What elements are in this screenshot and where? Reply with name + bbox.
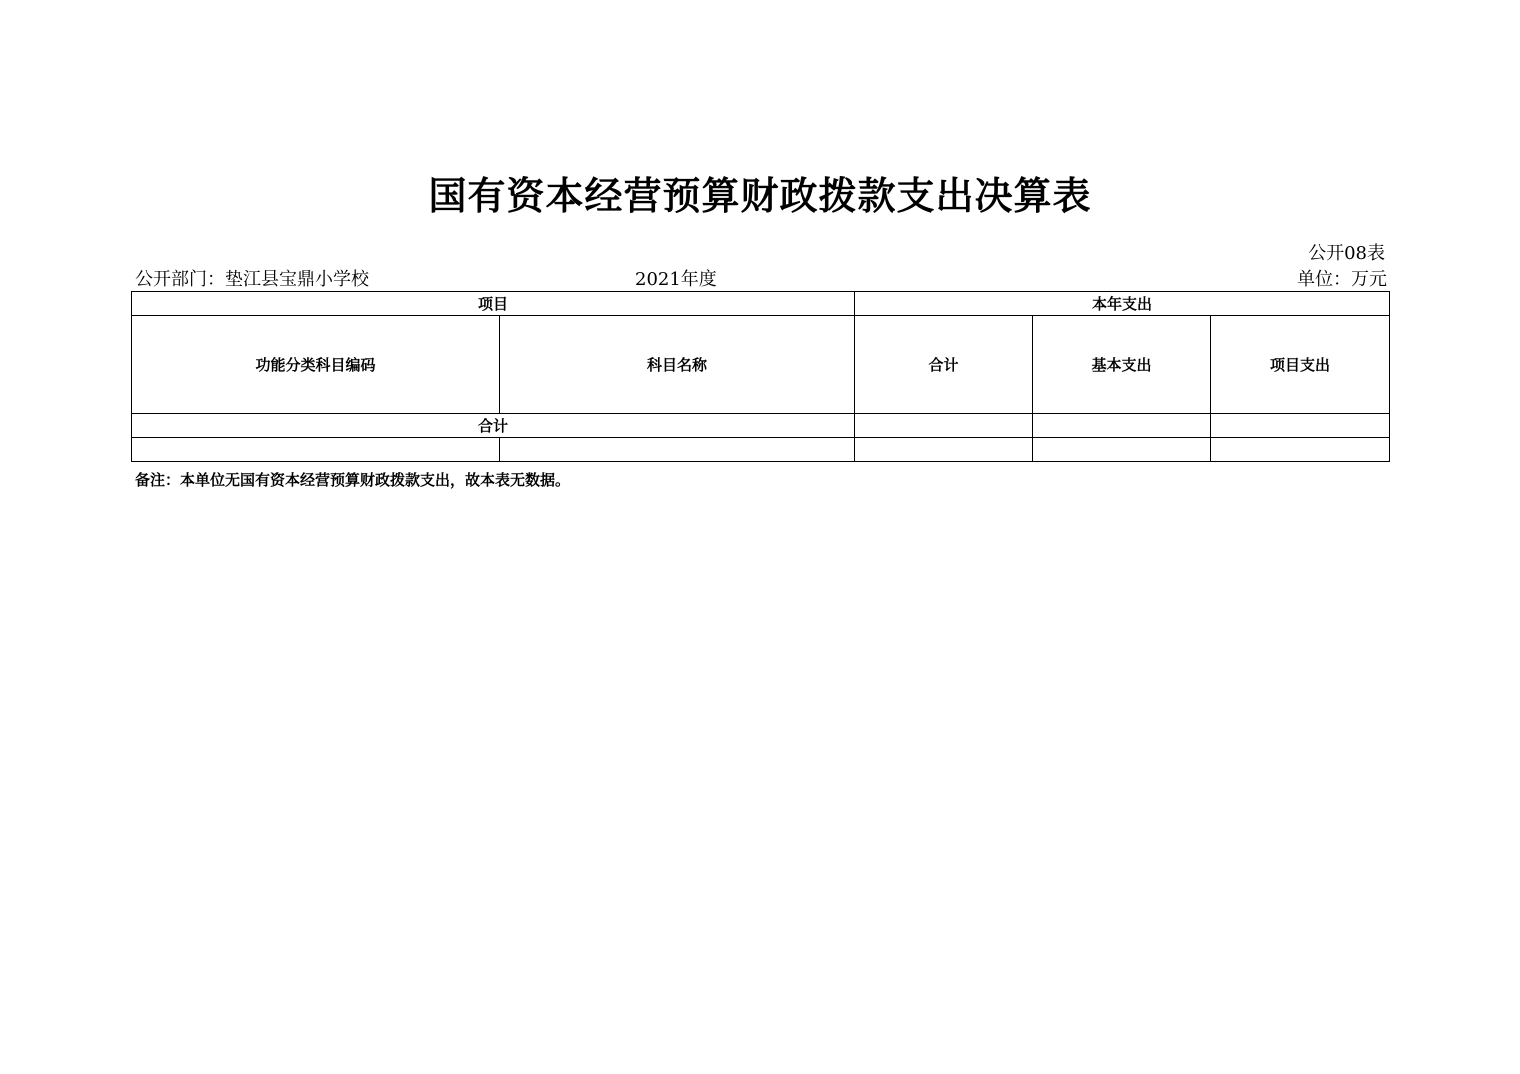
group-header-current-year-expense: 本年支出 xyxy=(855,292,1390,316)
document-title: 国有资本经营预算财政拨款支出决算表 xyxy=(428,173,1092,218)
total-row xyxy=(132,414,1390,438)
department-label: 公开部门：垫江县宝鼎小学校 xyxy=(135,269,369,290)
group-header-row xyxy=(132,292,1390,316)
total-row-basic xyxy=(1033,414,1211,438)
table-cell-basic xyxy=(1033,438,1211,462)
table-row xyxy=(132,438,1390,462)
table-cell-total xyxy=(855,438,1033,462)
column-header-code: 功能分类科目编码 xyxy=(132,316,500,414)
total-row-project xyxy=(1211,414,1390,438)
total-row-label: 合计 xyxy=(132,414,855,438)
budget-table xyxy=(131,291,1390,462)
total-row-total xyxy=(855,414,1033,438)
unit-label: 单位：万元 xyxy=(1297,269,1387,290)
table-cell-name xyxy=(500,438,855,462)
column-header-row xyxy=(132,316,1390,414)
table-cell-code xyxy=(132,438,500,462)
group-header-item: 项目 xyxy=(132,292,855,316)
footnote: 备注：本单位无国有资本经营预算财政拨款支出，故本表无数据。 xyxy=(135,471,571,489)
column-header-basic: 基本支出 xyxy=(1033,316,1211,414)
fiscal-year: 2021年度 xyxy=(635,269,717,290)
form-number: 公开08表 xyxy=(1308,243,1385,264)
table-cell-project xyxy=(1211,438,1390,462)
column-header-total: 合计 xyxy=(855,316,1033,414)
column-header-project: 项目支出 xyxy=(1211,316,1390,414)
column-header-name: 科目名称 xyxy=(500,316,855,414)
document-meta-row xyxy=(135,268,1387,292)
